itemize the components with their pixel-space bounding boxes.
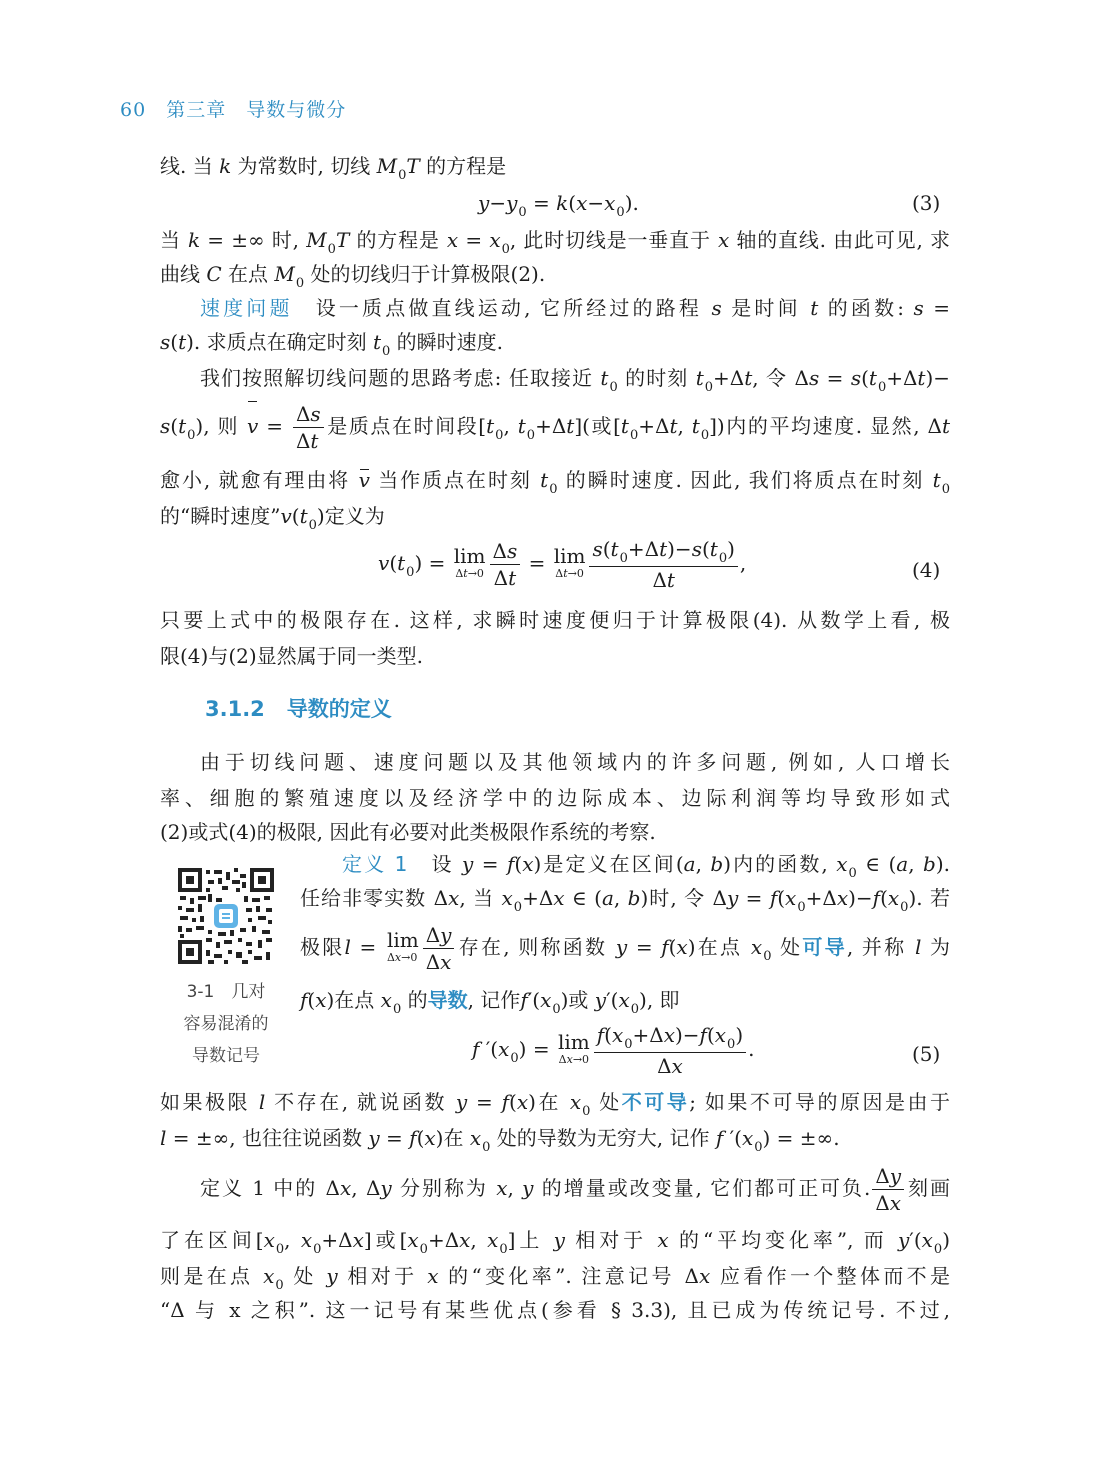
equation-number: (5)	[912, 1042, 941, 1066]
definition-1-label: 定义 1	[342, 852, 408, 876]
margin-caption-line: 导数记号	[192, 1046, 260, 1066]
margin-caption-line: 容易混淆的	[183, 1014, 269, 1034]
definition-line: f(x)在点 $x_0$ 的导数, 记作$f'(x_0)$或 $y'(x_0)$, 即	[300, 988, 680, 1017]
velocity-problem-label: 速度问题	[200, 296, 293, 320]
section-number: 3.1.2	[205, 697, 265, 721]
text-line: 当 k = ±∞ 时, $M_0T$ 的方程是 $x = x_0$, 此时切线是一垂直于 x 轴的直线. 由此可见, 求	[160, 228, 950, 257]
definition-line: 极限l = lim Δx→0 $\frac{\Delta y}{\Delta x}$ 存在, 则称函数 y = f(x)在点 $x_0$ 处可导, 并称 l 为	[300, 923, 951, 974]
term-differentiable: 可导	[802, 935, 847, 959]
text-line: $s(t_0)$, 则 v = $\frac{\Delta s}{\Delta t}$ 是质点在时间段[$t_0$, $t_0+\Delta t$](或[$t_0+\Delta t$, $t_0$])内的平均速度. 显然, Δt	[160, 398, 950, 458]
term-not-differentiable: 不可导	[621, 1090, 690, 1114]
text-line: “Δ 与 x 之积”. 这一记号有某些优点(参看 § 3.3), 且已成为传统记号. 不过,	[160, 1298, 950, 1322]
page-number: 60	[120, 99, 147, 121]
text-line: 线. 当 k 为常数时, 切线 $M_0T$ 的方程是	[160, 154, 507, 183]
text-line: 曲线 C 在点 $M_0$ 处的切线归于计算极限(2).	[160, 262, 546, 291]
text-line: s(t). 求质点在确定时刻 $t_0$ 的瞬时速度.	[160, 330, 504, 359]
equation-3: $y-y_0 = k(x-x_0)$.	[478, 191, 639, 220]
section-title: 导数的定义	[286, 697, 392, 721]
equation-number: (3)	[912, 191, 941, 215]
term-derivative: 导数	[427, 988, 468, 1012]
equation-5: f $'(x_0)$ = lim Δx→0 $\frac{f(x_0+\Delta x)-f(x_0)}{\Delta x}$ .	[472, 1023, 755, 1078]
text-line: 速度问题 设一质点做直线运动, 它所经过的路程 s 是时间 t 的函数: s =	[200, 296, 951, 320]
chapter-label: 第三章	[166, 99, 227, 121]
text-line: 由于切线问题、速度问题以及其他领域内的许多问题, 例如, 人口增长	[200, 750, 950, 774]
text-line: l = ±∞, 也往往说函数 y = f(x)在 $x_0$ 处的导数为无穷大, 记作 f $'(x_0)$ = ±∞.	[160, 1126, 840, 1155]
text-line: 我们按照解切线问题的思路考虑: 任取接近 $t_0$ 的时刻 $t_0+\Delta t$, 令 $\Delta s = s(t_0+\Delta t)-$	[200, 366, 951, 395]
text-line: 了在区间[$x_0$, $x_0+\Delta x$]或[$x_0+\Delta x$, $x_0$]上 y 相对于 x 的“平均变化率”, 而 $y'(x_0)$	[160, 1228, 951, 1257]
text-line: 只要上式中的极限存在. 这样, 求瞬时速度便归于计算极限(4). 从数学上看, 极	[160, 608, 950, 632]
text-line: 的“瞬时速度$”v(t_0)$定义为	[160, 504, 385, 533]
text-line: 如果极限 l 不存在, 就说函数 y = f(x)在 $x_0$ 处不可导; 如果不可导的原因是由于	[160, 1090, 950, 1119]
definition-line: 任给非零实数 Δx, 当 $x_0+\Delta x$ ∈ (a, b)时, 令 $\Delta y = f(x_0+\Delta x)-f(x_0)$. 若	[300, 886, 950, 915]
text-line: 定义 1 中的 Δx, Δy 分别称为 x, y 的增量或改变量, 它们都可正可负. $\frac{\Delta y}{\Delta x}$ 刻画	[200, 1164, 951, 1215]
qr-code-image[interactable]	[178, 868, 274, 964]
text-line: (2)或式(4)的极限, 因此有必要对此类极限作系统的考察.	[160, 820, 656, 844]
equation-number: (4)	[912, 558, 941, 582]
text-line: 限(4)与(2)显然属于同一类型.	[160, 644, 424, 668]
text-line: 愈小, 就愈有理由将 v 当作质点在时刻 $t_0$ 的瞬时速度. 因此, 我们将质点在时刻 $t_0$	[160, 468, 950, 497]
margin-caption-line: 3-1 几对	[186, 982, 266, 1002]
equation-4: $v(t_0)$ = lim Δt→0 $\frac{\Delta s}{\Delta t}$ = lim Δt→0 $\frac{s(t_0+\Delta t)-s(t_0)}{\Delta t}$ ,	[378, 537, 747, 592]
text-line: 则是在点 $x_0$ 处 y 相对于 x 的“变化率”. 注意记号 Δx 应看作一个整体而不是	[160, 1264, 951, 1293]
section-heading	[205, 693, 414, 723]
running-header	[120, 95, 366, 122]
definition-line: 定义 1 设 y = f(x)是定义在区间(a, b)内的函数, $x_0$ ∈ (a, b).	[342, 852, 951, 881]
text-line: 率、细胞的繁殖速度以及经济学中的边际成本、边际利润等均导致形如式	[160, 786, 950, 810]
chapter-title: 导数与微分	[246, 99, 347, 121]
